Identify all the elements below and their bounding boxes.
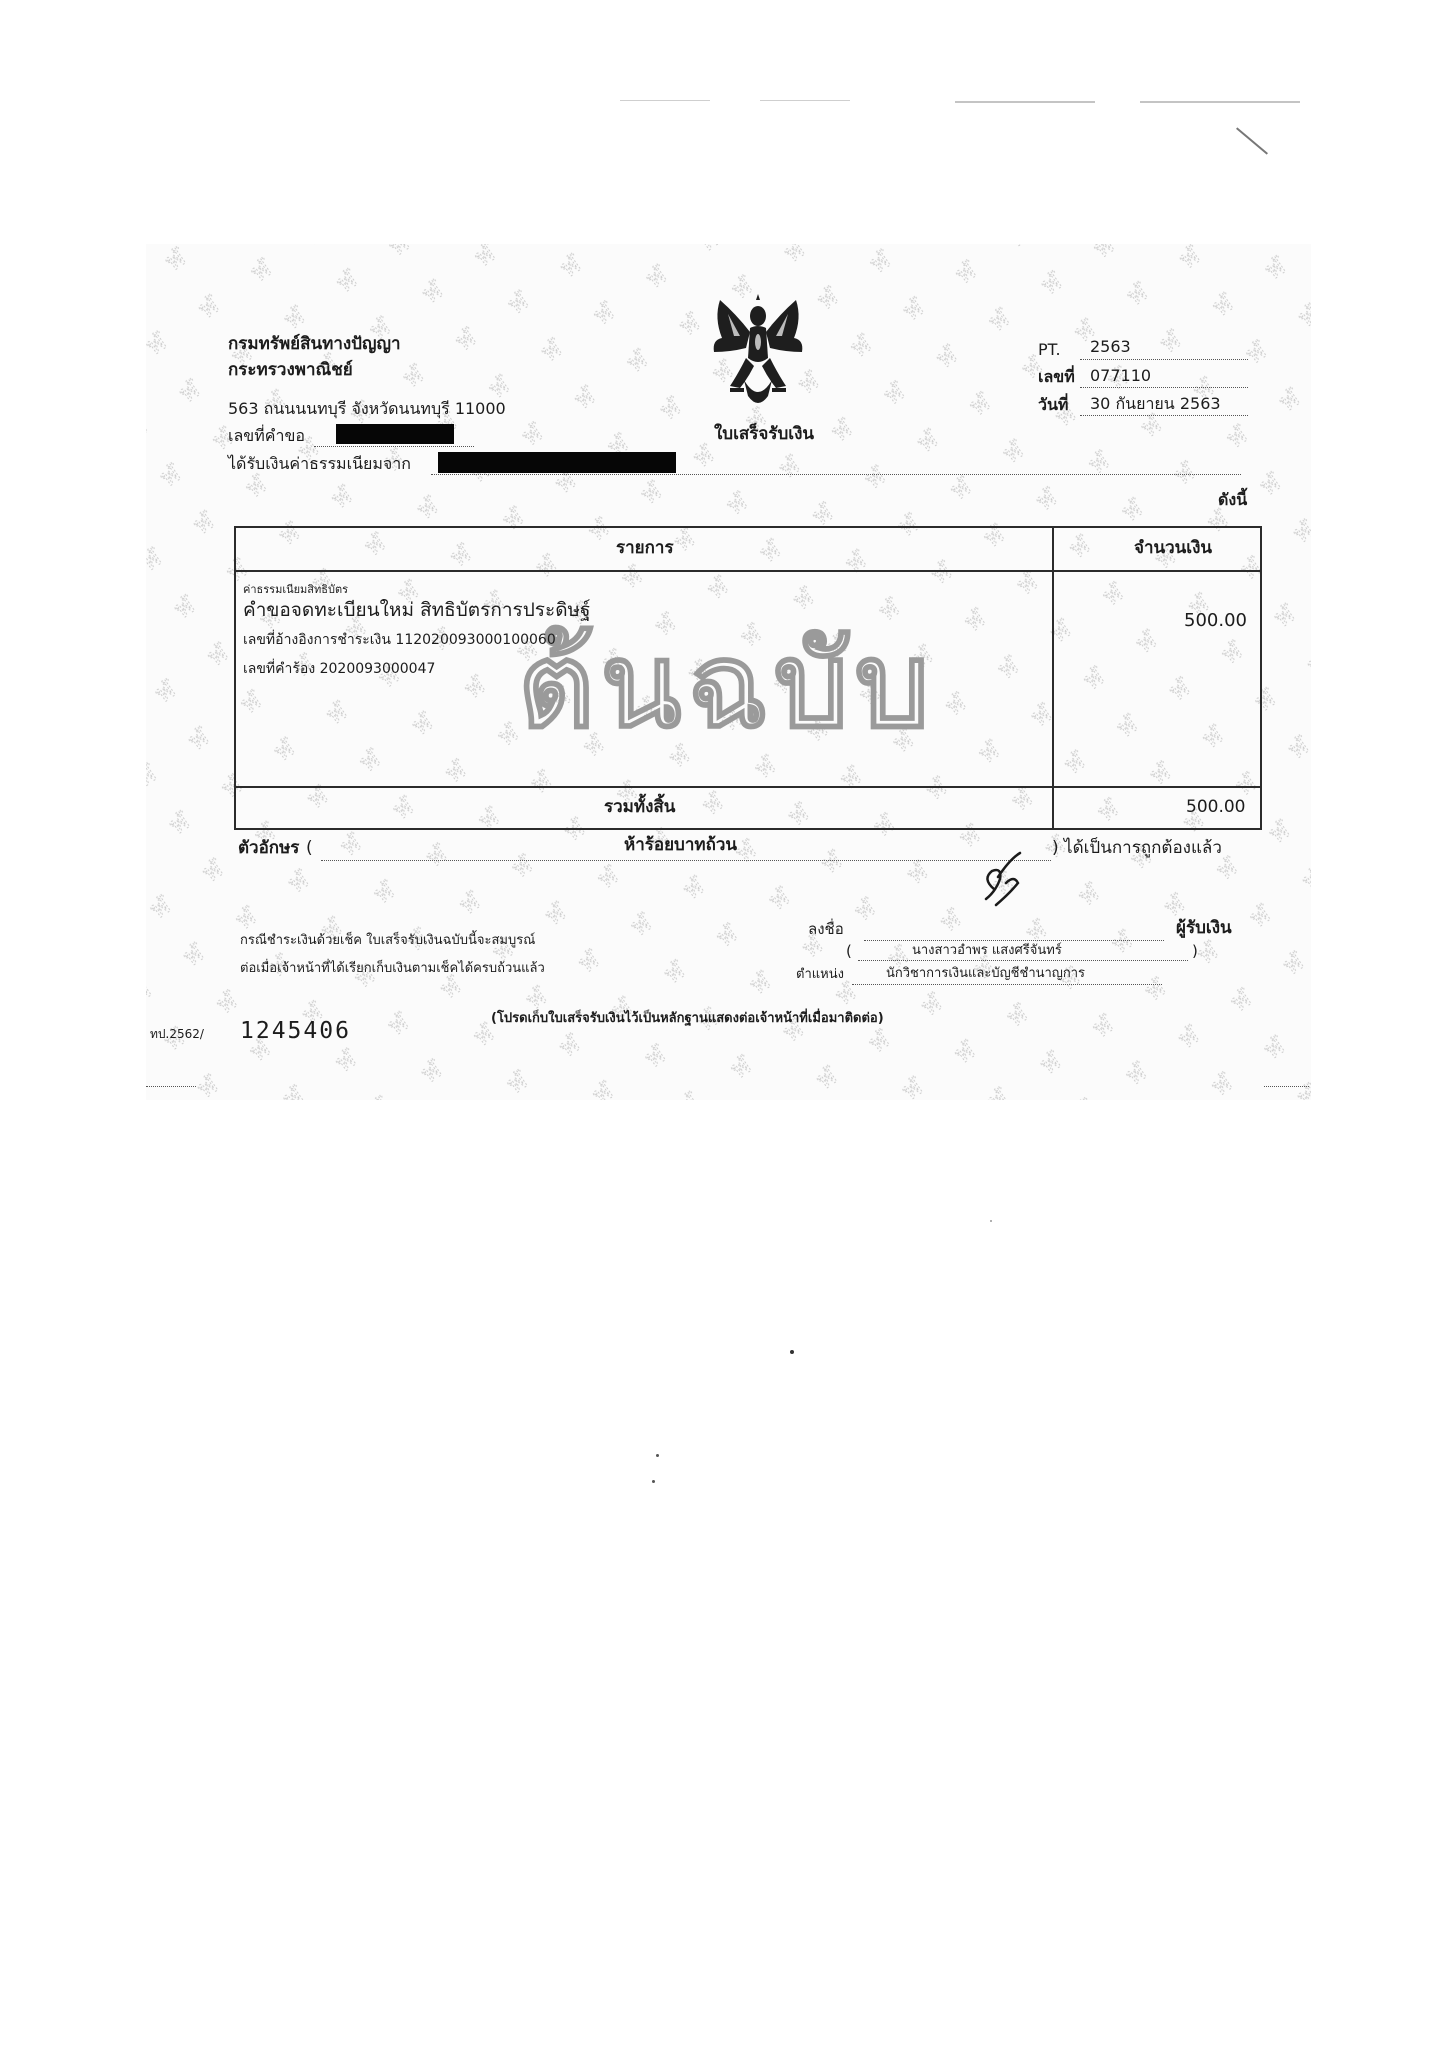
cheque-note-line1: กรณีชำระเงินด้วยเช็ค ใบเสร็จรับเงินฉบับนี้จะสมบูรณ์ [240,933,536,948]
column-header-amount: จำนวนเงิน [1134,538,1213,558]
form-code: ทป.2562/ [150,1027,204,1041]
issuer-address: 563 ถนนนนทบุรี จังหวัดนนทบุรี 11000 [228,399,506,418]
table-header-divider [234,570,1262,572]
keep-receipt-note: (โปรดเก็บใบเสร็จรับเงินไว้เป็นหลักฐานแสดงต่อเจ้าหน้าที่เมื่อมาติดต่อ) [491,1011,884,1026]
total-label: รวมทั้งสิ้น [604,797,676,817]
date-value: 30 กันยายน 2563 [1090,394,1221,413]
table-total-divider [234,786,1262,788]
item-payment-ref: เลขที่อ้างอิงการชำระเงิน 112020093000100060 [243,632,556,648]
item-amount: 500.00 [1184,610,1247,631]
number-value: 077110 [1090,366,1152,385]
scan-artifact-line [955,101,1095,103]
sign-dots [864,940,1164,941]
ministry-name: กระทรวงพาณิชย์ [228,360,353,380]
bottom-edge-dots [1264,1086,1309,1087]
amount-words-open-paren: ( [306,838,313,858]
receiver-label: ผู้รับเงิน [1176,918,1232,938]
sign-label: ลงชื่อ [808,920,844,938]
position-dots [852,984,1162,985]
position-label: ตำแหน่ง [796,967,844,982]
receipt-title: ใบเสร็จรับเงิน [714,424,815,444]
book-value: 2563 [1090,337,1131,356]
redaction-bar [336,424,454,444]
number-dots [1080,387,1248,388]
scan-artifact-line [760,100,850,101]
as-follows-label: ดังนี้ [1218,490,1248,509]
department-name: กรมทรัพย์สินทางปัญญา [228,334,401,354]
book-label: PT. [1038,340,1061,359]
request-no-dots [314,446,474,447]
item-title: คำขอจดทะเบียนใหม่ สิทธิบัตรการประดิษฐ์ [243,599,591,621]
signer-close-paren: ) [1192,942,1198,960]
received-from-label: ได้รับเงินค่าธรรมเนียมจาก [228,454,411,473]
request-no-label: เลขที่คำขอ [228,426,305,445]
total-amount: 500.00 [1186,797,1246,817]
signer-dots [858,960,1188,961]
table-column-divider [1052,526,1054,830]
scan-artifact-line [1140,101,1300,103]
scan-artifact-line [620,100,710,101]
received-from-dots [431,474,1241,475]
signature-mark-icon [966,849,1036,909]
number-label: เลขที่ [1038,367,1075,386]
amount-words-suffix: ) ได้เป็นการถูกต้องแล้ว [1052,838,1222,858]
signer-position: นักวิชาการเงินและบัญชีชำนาญการ [886,966,1086,981]
item-category: ค่าธรรมเนียมสิทธิบัตร [243,583,349,596]
redaction-bar [438,452,676,473]
serial-number: 1245406 [240,1018,351,1044]
scan-speck [652,1480,655,1483]
book-dots [1080,359,1248,360]
signer-open-paren: ( [846,942,852,960]
amount-words-label: ตัวอักษร [238,838,300,858]
amount-words-value: ห้าร้อยบาทถ้วน [624,835,738,855]
item-petition-no: เลขที่คำร้อง 2020093000047 [243,661,436,677]
date-dots [1080,415,1248,416]
column-header-item: รายการ [616,538,674,558]
scan-speck [990,1220,992,1222]
date-label: วันที่ [1038,395,1069,414]
bottom-edge-dots [146,1086,196,1087]
scan-speck [790,1350,794,1354]
cheque-note-line2: ต่อเมื่อเจ้าหน้าที่ได้เรียกเก็บเงินตามเช็คได้ครบถ้วนแล้ว [240,961,545,976]
scan-speck [656,1454,659,1457]
signer-name: นางสาวอำพร แสงศรีจันทร์ [912,943,1062,958]
scan-artifact-mark [1236,127,1268,154]
garuda-emblem-icon [708,294,808,414]
original-copy-stamp: ต้นฉบับ [518,616,936,754]
receipt [146,244,1311,1100]
amount-words-dots [321,860,1051,861]
